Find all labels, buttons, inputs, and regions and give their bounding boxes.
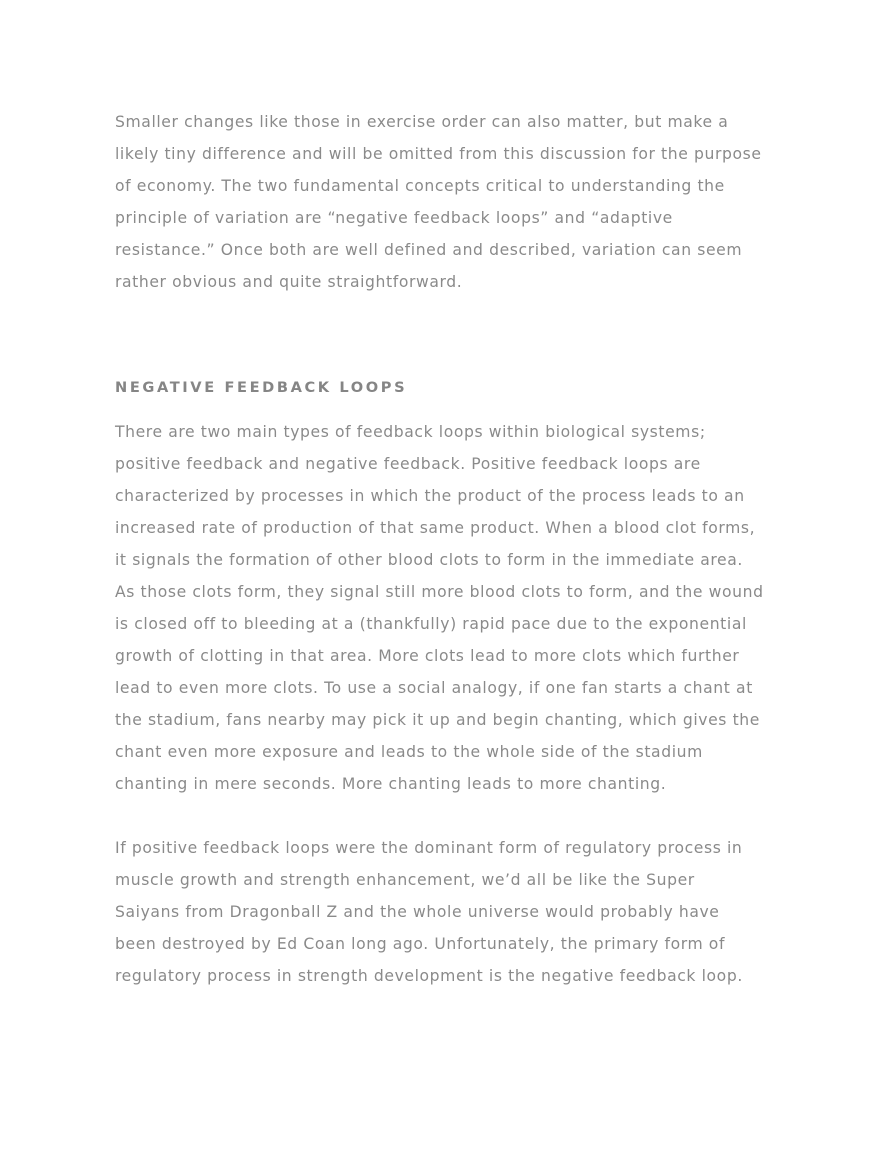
section-heading: NEGATIVE FEEDBACK LOOPS — [115, 379, 408, 396]
body-paragraph-2: If positive feedback loops were the dominant form of regulatory process in muscle growth and strength enhancement, we’d all be like the Super Saiyans from Dragonball Z and the whole universe would probably have been destroyed by Ed Coan long ago. Unfortunately, the primary form of regulatory process in strength development is the negative feedback loop. — [115, 839, 743, 985]
body-paragraph-1: There are two main types of feedback loops within biological systems; positive feedback and negative feedback. Positive feedback loops are characterized by processes in which the product of the process leads to an increased rate of production of that same product. When a blood clot forms, it signals the formation of other blood clots to form in the immediate area. As those clots form, they signal still more blood clots to form, and the wound is closed off to bleeding at a (thankfully) rapid pace due to the exponential growth of clotting in that area. More clots lead to more clots which further lead to even more clots. To use a social analogy, if one fan starts a chant at the stadium, fans nearby may pick it up and begin chanting, which gives the chant even more exposure and leads to the whole side of the stadium chanting in mere seconds. More chanting leads to more chanting. — [115, 423, 764, 793]
document-page — [115, 106, 765, 992]
intro-paragraph: Smaller changes like those in exercise order can also matter, but make a likely tiny difference and will be omitted from this discussion for the purpose of economy. The two fundamental concepts critical to understanding the principle of variation are “negative feedback loops” and “adaptive resistance.” Once both are well defined and described, variation can seem rather obvious and quite straightforward. — [115, 113, 762, 291]
